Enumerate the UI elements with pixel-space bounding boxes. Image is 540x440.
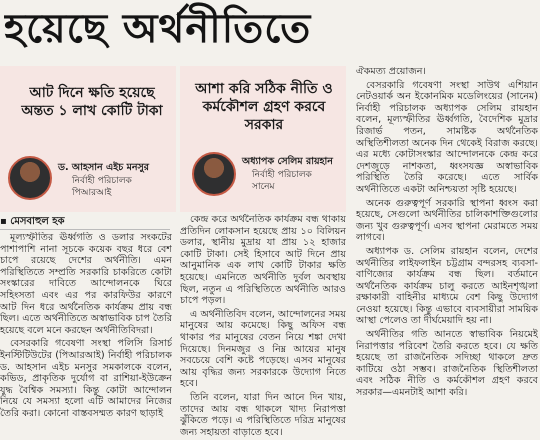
- person-title: নির্বাহী পরিচালক: [252, 170, 312, 180]
- paragraph: অধ্যাপক ড. সেলিম রায়হান বলেন, দেশের অর্থনীতির লাইফলাইন চট্টগ্রাম বন্দরসহ ব্যবসা-বাণিজ্যের কার্যক্রম বন্ধ ছিল। বর্তমানে অর্থনৈতিক কার্যক্রম চালু করতে আইনশৃঙ্খলা রক্ষাকারী বাহিনীর মাধ্যমে বেশ কিছু উদ্যোগ নেওয়া হয়েছে। কিন্তু এভাবে ব্যবসায়ীরা সাময়িক আস্থা পেলেও তা দীর্ঘমেয়াদি হয় না।: [356, 245, 538, 327]
- headline: হয়েছে অর্থনীতিতে: [4, 5, 312, 52]
- paragraph: অনেক গুরুত্বপূর্ণ সরকারি স্থাপনা ধ্বংস করা হয়েছে, সেগুলো অর্থনীতির চালিকাশক্তিগুলোর জন্য খুব গুরুত্বপূর্ণ। এসব স্থাপনা মেরামতে সময় লাগবে।: [356, 197, 538, 244]
- column-right: [356, 66, 538, 440]
- quote-box-left: [0, 66, 176, 212]
- person-photo: [192, 152, 236, 196]
- paragraph: ঐকমত্য প্রয়োজন।: [356, 66, 426, 77]
- quote-text: আট দিনে ক্ষতি হয়েছে অন্তত ১ লাখ কোটি টাকা: [21, 85, 163, 119]
- paragraph: অর্থনীতির গতি আনতে স্বাভাবিক নিয়মেই নিরাপত্তার পরিবেশ তৈরি করতে হবে। যে ক্ষতি হয়েছে তা রাজনৈতিক সদিচ্ছা থাকলে দ্রুত কাটিয়ে ওঠা সম্ভব। রাজনৈতিক স্থিতিশীলতা এবং সঠিক নীতি ও কর্মকৌশল গ্রহণ করবে সরকার—এমনটাই আশা করি।: [356, 329, 538, 399]
- quote-box-right: [180, 66, 346, 212]
- paragraph: এ অর্থনীতিবিদ বলেন, আন্দোলনের সময় মানুষের আয় কমেছে। কিছু অফিস বন্ধ থাকার পর মানুষের বেতন নিয়ে শঙ্কা দেখা দিয়েছে। দিনমজুর ও নিম্ন আয়ের মানুষ সবচেয়ে বেশি কষ্টে পড়েছে। এসব মানুষের আয় বৃদ্ধির জন্য সরকারকে উদ্যোগ নিতে হবে।: [180, 308, 346, 390]
- paragraph: তিনি বলেন, যারা দিন আনে দিন খায়, তাদের আয় বন্ধ থাকলে খাদ্য নিরাপত্তা ঝুঁকিতে পড়ে। এ পরিস্থিতিতে দরিদ্র মানুষের জন্য সহায়তা বাড়াতে হবে।: [180, 391, 346, 438]
- column-left: [0, 232, 172, 440]
- quote-text: আশা করি সঠিক নীতি ও কর্মকৌশল গ্রহণ করবে সরকার: [195, 81, 333, 133]
- byline-marker-icon: ▪: [0, 216, 11, 227]
- paragraph: মূল্যস্ফীতির ঊর্ধ্বগতি ও ডলার সংকটের পাশাপাশি নানা সূচকে কয়েক বছর ধরে বেশ চাপে রয়েছে দেশের অর্থনীতি। এমন পরিস্থিতিতে সম্প্রতি সরকারি চাকরিতে কোটা সংস্কারের দাবিতে আন্দোলনকে ঘিরে সহিংসতা এবং এর পর কারফিউর কারণে আট দিন ধরে অর্থনৈতিক কার্যক্রম প্রায় বন্ধ ছিল। এতে অর্থনীতিতে অস্বাভাবিক চাপ তৈরি হয়েছে বলে মনে করছেন অর্থনীতিবিদরা।: [0, 232, 172, 336]
- person-photo: [8, 156, 52, 200]
- paragraph: কেন্দ্র করে অর্থনৈতিক কার্যক্রম বন্ধ থাকায় প্রতিদিন লোকসান হয়েছে প্রায় ১০ বিলিয়ন ডলার, স্থানীয় মুদ্রায় যা প্রায় ১২ হাজার কোটি টাকা। সেই হিসাবে আট দিনে প্রায় আনুমানিক এক লাখ কোটি টাকার ক্ষতি হয়েছে। এমনিতে অর্থনীতি দুর্বল অবস্থায় ছিল, নতুন এ পরিস্থিতিতে অর্থনীতি আরও চাপে পড়ল।: [180, 214, 346, 307]
- person-org: সানেম: [252, 182, 275, 192]
- person-name: ড. আহসান এইচ মনসুর: [58, 162, 150, 173]
- column-middle: [180, 214, 346, 440]
- paragraph: বেসরকারি গবেষণা সংস্থা সাউথ এশিয়ান নেটওয়ার্ক অন ইকোনমিক মডেলিংয়ের (সানেম) নির্বাহী পরিচালক অধ্যাপক সেলিম রায়হান বলেন, মূল্যস্ফীতির ঊর্ধ্বগতি, বৈদেশিক মুদ্রার রিজার্ভ পতন, সামষ্টিক অর্থনৈতিক অস্থিতিশীলতা অনেক দিন থেকেই বিরাজ করছে। এর মধ্যে কোটাসংস্কার আন্দোলনকে কেন্দ্র করে দেশজুড়ে নাশকতা, ধ্বংসযজ্ঞ অস্বাভাবিক পরিস্থিতি তৈরি করেছে। এতে সার্বিক অর্থনীতিতে একটা অনিশ্চয়তা সৃষ্টি হয়েছে।: [356, 79, 538, 195]
- person-title: নির্বাহী পরিচালক: [72, 176, 132, 186]
- paragraph: বেসরকারি গবেষণা সংস্থা পলিসি রিসার্চ ইনস্টিটিউটের (পিআরআই) নির্বাহী পরিচালক ড. আহসান এইচ মনসুর সমকালকে বলেন, কভিড, প্রাকৃতিক দুর্যোগ বা রাশিয়া-ইউক্রেন যুদ্ধ বৈশ্বিক সমস্যা। কিন্তু কোটা আন্দোলন নিয়ে যে সমস্যা হলো এটি আমাদের নিজের তৈরি করা। কোনো বাস্তবসম্মত কারণ ছাড়াই: [0, 338, 172, 419]
- person-name: অধ্যাপক সেলিম রায়হান: [242, 156, 333, 167]
- byline-divider: [0, 229, 170, 230]
- person-org: পিআরআই: [72, 188, 112, 198]
- byline-text: মেসবাহুল হক: [10, 216, 65, 227]
